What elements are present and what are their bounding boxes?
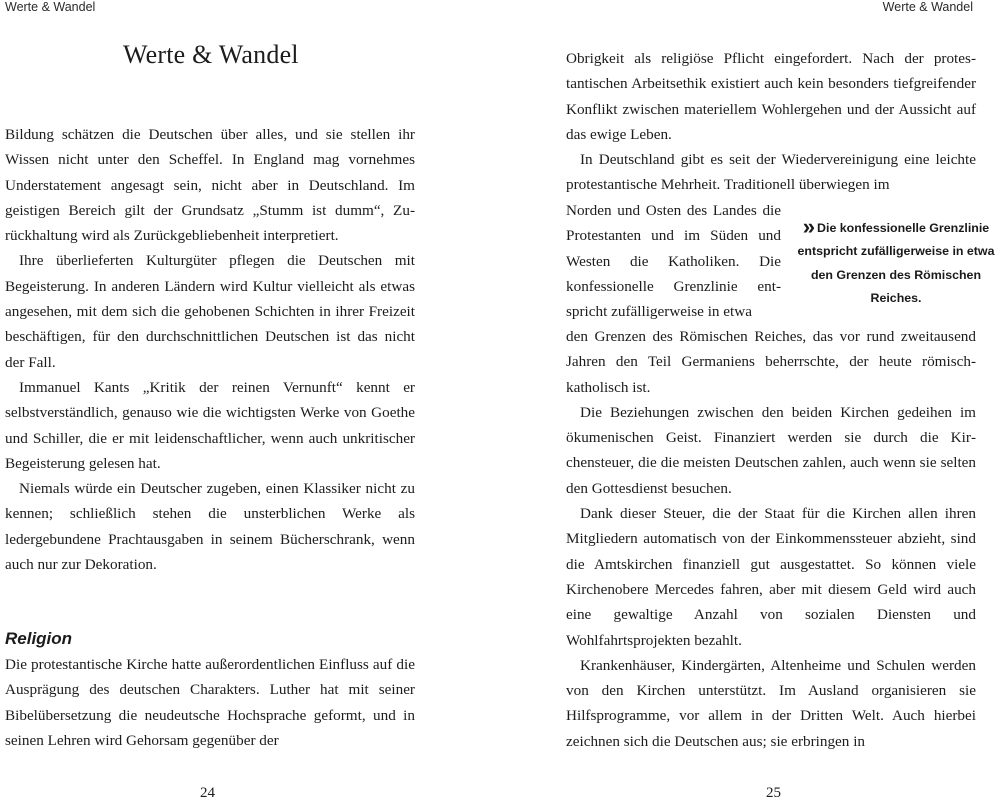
pull-quote-text: Die konfessionelle Grenzlinie entspricht zufälligerweise in etwa den Grenzen des Römischen Reiches. (797, 221, 995, 305)
pull-quote (796, 215, 996, 310)
paragraph: Ihre überlieferten Kulturgüter pflegen die Deutschen mit Begeisterung. In anderen Ländern wird Kultur vielleicht als etwas angesehen, mit dem sich die gehobenen Schichten in ihrer Freizeit beschäftigen, für den durchschnittlichen Deutschen ist das nicht der Fall. (5, 252, 415, 371)
paragraph: Die Beziehungen zwischen den beiden Kirchen gedeihen im ökumenischen Geist. Finanziert werden sie durch die Kirchensteuer, die die meisten Deutschen zahlen, auch wenn sie selten den Gottesdienst besuchen. (566, 403, 976, 497)
paragraph: Die protestantische Kirche hatte außerordentlichen Einfluss auf die Ausprägung des deutschen Charakters. Luther hat mit seiner Bibelübersetzung die neudeutsche Hochsprache geformt, und in seinen Lehren wird Gehorsam gegenüber der (5, 656, 415, 749)
right-body-text-bottom (566, 324, 976, 754)
quote-marker-icon: » (802, 214, 816, 239)
section-heading-religion: Religion (5, 629, 73, 648)
left-body-text (5, 122, 415, 577)
running-header-left: Werte & Wandel (5, 0, 96, 14)
page-number-left: 24 (200, 785, 215, 801)
religion-body-text (5, 652, 415, 753)
paragraph: Krankenhäuser, Kindergärten, Altenheime und Schulen werden von den Kirchen unterstützt. Im Ausland organisieren sie Hilfsprogramme, vor allem in der Dritten Welt. Auch hierbei zeichnen sich die Deutschen aus; sie erbringen in (566, 656, 976, 750)
paragraph: Bildung schätzen die Deutschen über alles, und sie stellen ihr Wissen nicht unter den Scheffel. In England mag vornehmes Understatement angesagt sein, nicht aber in Deutschland. Im geistigen Bereich gilt der Grundsatz „Stumm ist dumm“, Zurückhaltung wird als Zurückgebliebenheit interpretiert. (5, 126, 415, 245)
paragraph: Norden und Osten des Landes die Protestanten und im Süden und Westen die Katholiken. Die konfessionelle Grenzlinie entspricht zufälligerweise in etwa (566, 202, 781, 321)
paragraph: Dank dieser Steuer, die der Staat für die Kirchen allen ihren Mitgliedern automatisch von der Einkommenssteuer abzieht, sind die Amtskirchen finanziell gut ausgestattet. So können viele Kirchenobere Mercedes fahren, aber mit diesem Geld wird auch eine gewaltige Anzahl von sozialen Diensten und Wohlfahrtsprojekten bezahlt. (566, 505, 976, 649)
paragraph: Immanuel Kants „Kritik der reinen Vernunft“ kennt er selbstverständlich, genauso wie die wichtigsten Werke von Goethe und Schiller, die er mit leidenschaftlicher, wenn auch unkritischer Begeisterung gelesen hat. (5, 378, 415, 472)
right-page (566, 0, 976, 800)
paragraph: Niemals würde ein Deutscher zugeben, einen Klassiker nicht zu kennen; schließlich stehen die unsterblichen Werke als ledergebundene Prachtausgaben in seinem Bücherschrank, wenn auch nur zur Dekoration. (5, 480, 415, 574)
paragraph: In Deutschland gibt es seit der Wiedervereinigung eine leichte protestantische Mehrheit. Traditionell überwiegen im (566, 151, 976, 194)
right-body-text-wrapped (566, 198, 781, 324)
right-body-text-top (566, 46, 976, 198)
paragraph: den Grenzen des Römischen Reiches, das vor rund zweitausend Jahren den Teil Germaniens beherrschte, der heute römisch-katholisch ist. (566, 328, 976, 396)
page-number-right: 25 (766, 785, 781, 801)
running-header-right: Werte & Wandel (882, 0, 973, 14)
paragraph: Obrigkeit als religiöse Pflicht eingefordert. Nach der protestantischen Arbeitsethik existiert auch kein besonders tiefgreifender Konflikt zwischen materiellem Wohlergehen und der Aussicht auf das ewige Leben. (566, 50, 976, 143)
left-page (5, 0, 415, 800)
chapter-title: Werte & Wandel (123, 40, 299, 69)
